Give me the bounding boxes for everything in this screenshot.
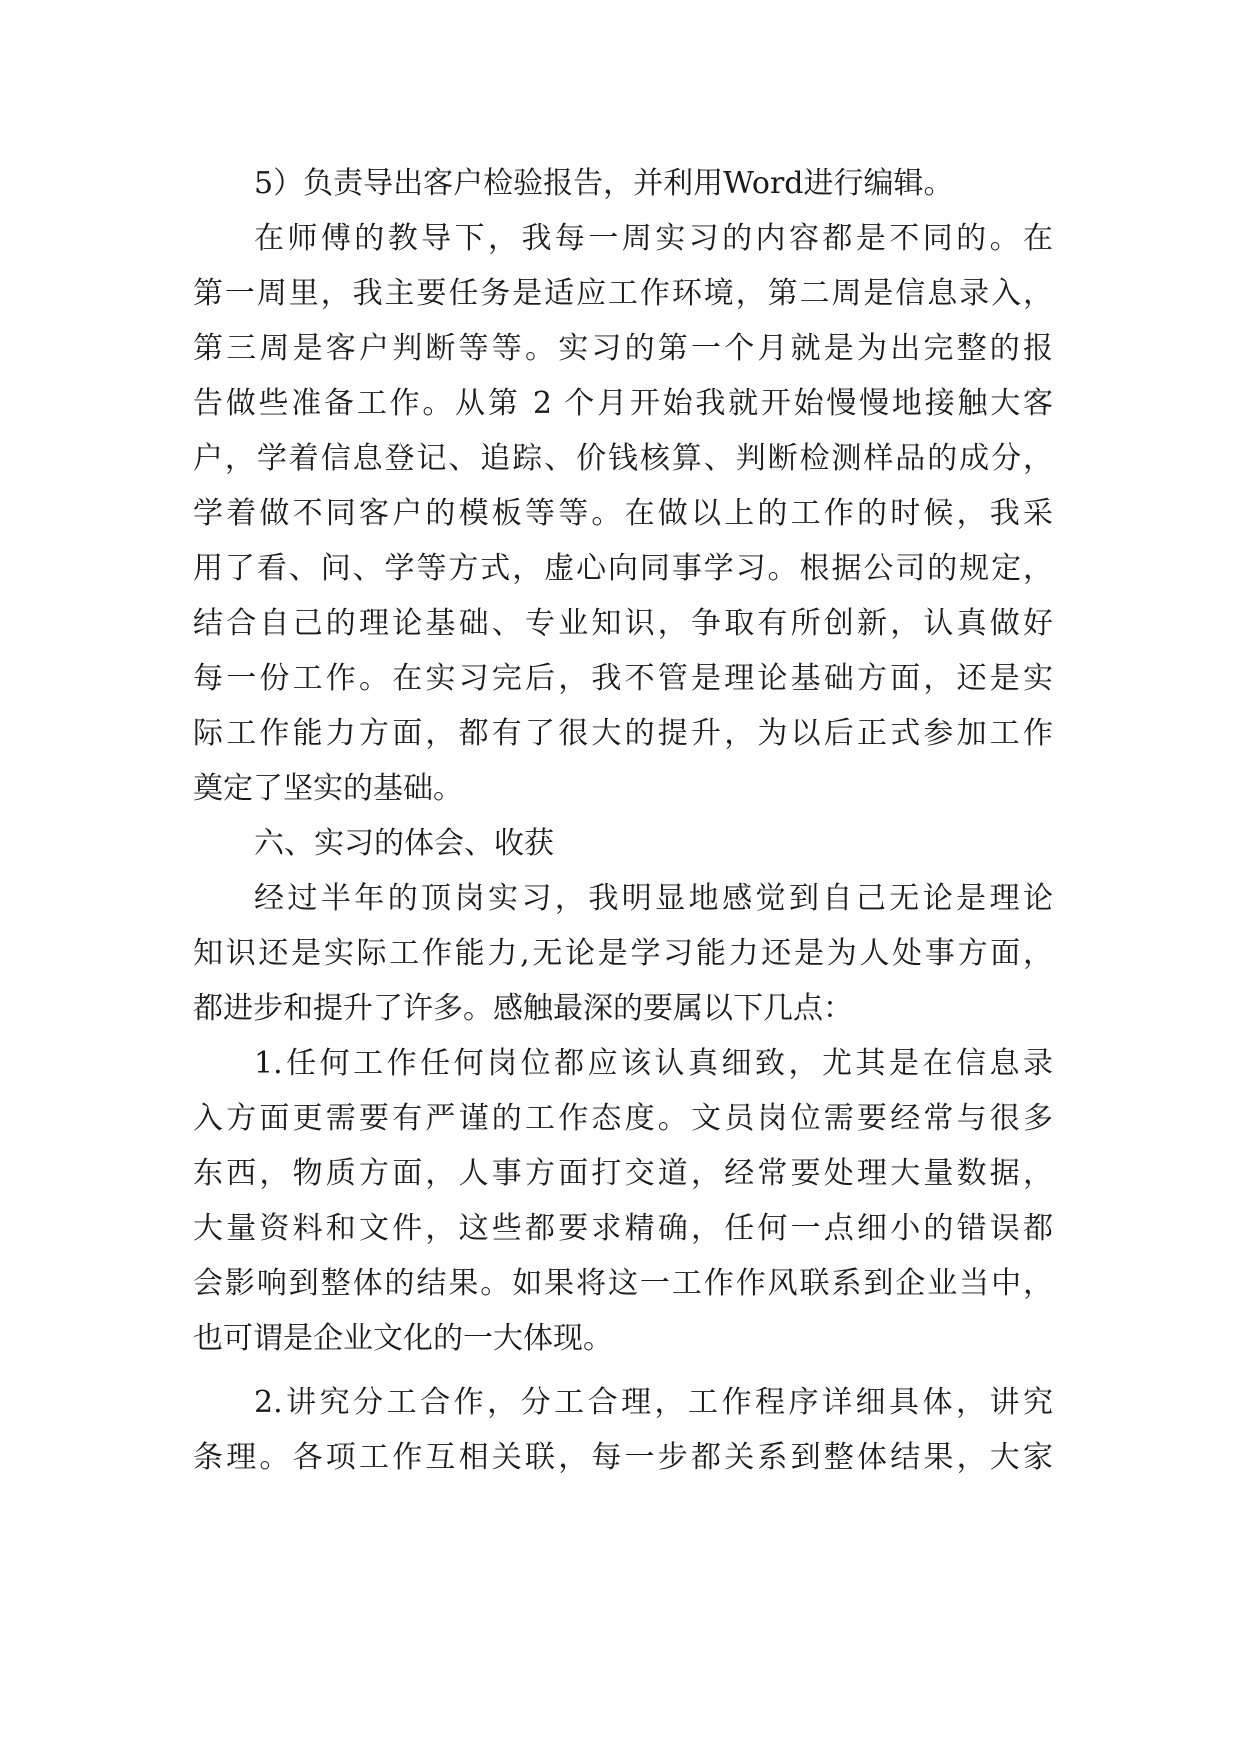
paragraph-line: 1.任何工作任何岗位都应该认真细致，尤其是在信息录: [254, 1046, 1053, 1081]
paragraph-line: 知识还是实际工作能力,无论是学习能力还是为人处事方面，: [193, 936, 1053, 971]
paragraph-line: 户，学着信息登记、追踪、价钱核算、判断检测样品的成分，: [193, 441, 1053, 476]
paragraph-line: 在师傅的教导下，我每一周实习的内容都是不同的。在: [254, 221, 1053, 256]
paragraph-line: 大量资料和文件，这些都要求精确，任何一点细小的错误都: [193, 1211, 1053, 1246]
paragraph-line: 告做些准备工作。从第 2 个月开始我就开始慢慢地接触大客: [193, 386, 1053, 421]
paragraph-line: 条理。各项工作互相关联，每一步都关系到整体结果，大家: [193, 1440, 1053, 1475]
paragraph-line: 2.讲究分工合作，分工合理，工作程序详细具体，讲究: [254, 1385, 1053, 1420]
paragraph-line: 奠定了坚实的基础。: [193, 771, 463, 806]
paragraph-line: 结合自己的理论基础、专业知识，争取有所创新，认真做好: [193, 606, 1053, 641]
paragraph-line: 际工作能力方面，都有了很大的提升，为以后正式参加工作: [193, 716, 1053, 751]
paragraph-line: 经过半年的顶岗实习，我明显地感觉到自己无论是理论: [254, 881, 1053, 916]
paragraph-line: 每一份工作。在实习完后，我不管是理论基础方面，还是实: [193, 661, 1053, 696]
paragraph-line: 用了看、问、学等方式，虚心向同事学习。根据公司的规定，: [193, 551, 1053, 586]
paragraph-line: 学着做不同客户的模板等等。在做以上的工作的时候，我采: [193, 496, 1053, 531]
paragraph-line: 第一周里，我主要任务是适应工作环境，第二周是信息录入，: [193, 276, 1053, 311]
paragraph-line: 会影响到整体的结果。如果将这一工作作风联系到企业当中，: [193, 1266, 1053, 1301]
paragraph-line: 入方面更需要有严谨的工作态度。文员岗位需要经常与很多: [193, 1101, 1053, 1136]
paragraph-line: 第三周是客户判断等等。实习的第一个月就是为出完整的报: [193, 331, 1053, 366]
section-heading: 六、实习的体会、收获: [254, 826, 554, 861]
paragraph-line: 都进步和提升了许多。感触最深的要属以下几点：: [193, 991, 853, 1026]
paragraph-line: 东西，物质方面，人事方面打交道，经常要处理大量数据，: [193, 1156, 1053, 1191]
paragraph-line: 5）负责导出客户检验报告，并利用Word进行编辑。: [254, 166, 954, 201]
paragraph-line: 也可谓是企业文化的一大体现。: [193, 1321, 613, 1356]
